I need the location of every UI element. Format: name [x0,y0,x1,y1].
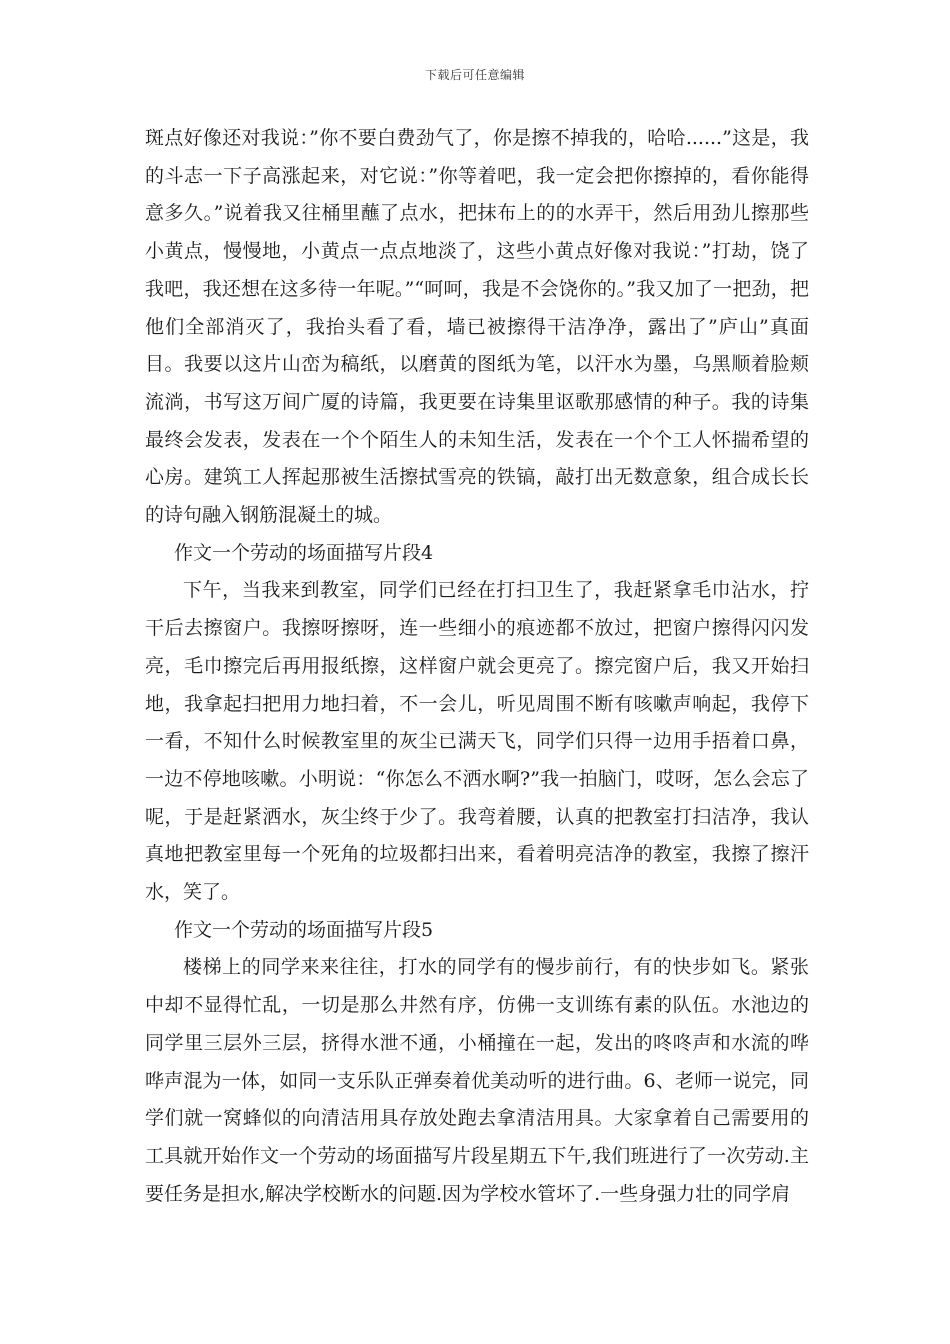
header-note: 下载后可任意编辑 [424,68,525,82]
paragraph-section-5: 楼梯上的同学来来往往，打水的同学有的慢步前行，有的快步如飞。紧张中却不显得忙乱，一切是那么井然有序，仿佛一支训练有素的队伍。水池边的同学里三层外三层，挤得水泄不通，小桶撞在一起，发出的咚咚声和水流的哗哗声混为一体，如同一支乐队正弹奏着优美动听的进行曲。6、老师一说完，同学们就一窝蜂似的向清洁用具存放处跑去拿清洁用具。大家拿着自己需要用的工具就开始作文一个劳动的场面描写片段星期五下午,我们班进行了一次劳动.主要任务是担水,解决学校断水的问题.因为学校水管坏了.一些身强力壮的同学肩 [145,956,809,1205]
document-body [145,120,809,1213]
section-heading-4: 作文一个劳动的场面描写片段4 [174,541,434,564]
section-heading-5: 作文一个劳动的场面描写片段5 [174,918,434,941]
paragraph-continued: 斑点好像还对我说：”你不要白费劲气了，你是擦不掉我的，哈哈......”这是，我的斗志一下子高涨起来，对它说：”你等着吧，我一定会把你擦掉的，看你能得意多久。”说着我又往桶里蘸了点水，把抹布上的的水弄干，然后用劲儿擦那些小黄点，慢慢地，小黄点一点点地淡了，这些小黄点好像对我说：”打劫，饶了我吧，我还想在这多待一年呢。”“呵呵，我是不会饶你的。”我又加了一把劲，把他们全部消灭了，我抬头看了看，墙已被擦得干洁净净，露出了”庐山”真面目。我要以这片山峦为稿纸，以磨黄的图纸为笔，以汗水为墨，乌黑顺着脸颊流淌，书写这万间广厦的诗篇，我更要在诗集里讴歌那感情的种子。我的诗集最终会发表，发表在一个个陌生人的未知生活，发表在一个个工人怀揣希望的心房。建筑工人挥起那被生活擦拭雪亮的铁镐，敲打出无数意象，组合成长长的诗句融入钢筋混凝土的城。 [145,127,809,527]
paragraph-section-4: 下午，当我来到教室，同学们已经在打扫卫生了，我赶紧拿毛巾沾水，拧干后去擦窗户。我擦呀擦呀，连一些细小的痕迹都不放过，把窗户擦得闪闪发亮，毛巾擦完后再用报纸擦，这样窗户就会更亮了。擦完窗户后，我又开始扫地，我拿起扫把用力地扫着，不一会儿，听见周围不断有咳嗽声响起，我停下一看，不知什么时候教室里的灰尘已满天飞，同学们只得一边用手捂着口鼻，一边不停地咳嗽。小明说：“你怎么不洒水啊?”我一拍脑门，哎呀，怎么会忘了呢，于是赶紧洒水，灰尘终于少了。我弯着腰，认真的把教室打扫洁净，我认真地把教室里每一个死角的垃圾都扫出来，看着明亮洁净的教室，我擦了擦汗水，笑了。 [145,579,809,904]
